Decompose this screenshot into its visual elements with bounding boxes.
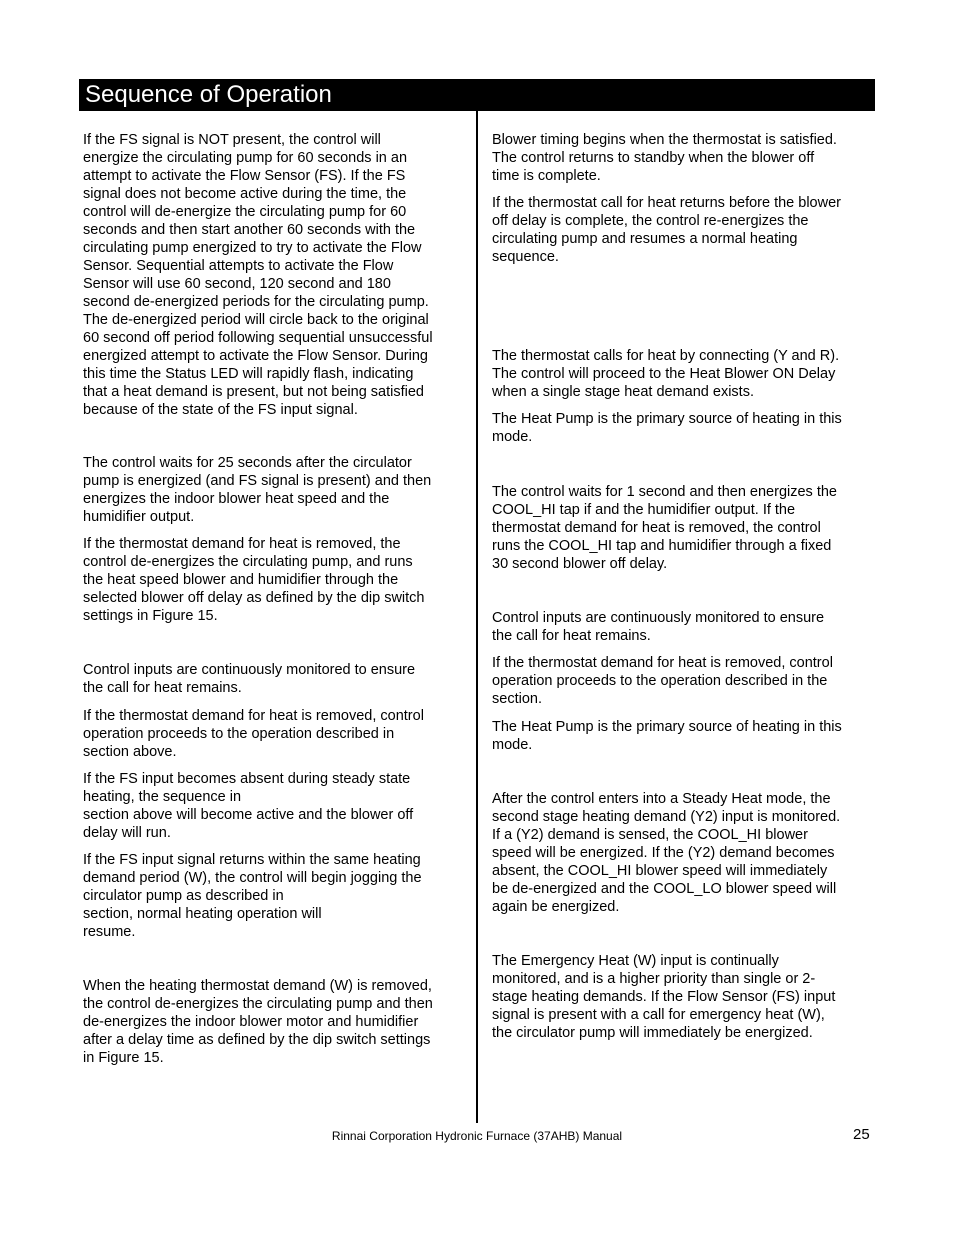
paragraph-demand-removed-above: If the thermostat demand for heat is removed, control operation proceeds to the operation described in section above.	[83, 708, 424, 760]
paragraph-heating-demand-removed: When the heating thermostat demand (W) is removed, the control de-energizes the circulating pump and then de-energizes the indoor blower motor and humidifier after a delay time as defined by the dip switch settings in Figure 15.	[83, 978, 433, 1066]
page-title: Sequence of Operation	[79, 79, 875, 111]
paragraph-heat-pump-primary-2: The Heat Pump is the primary source of heating in this mode.	[492, 719, 842, 753]
paragraph-call-returns: If the thermostat call for heat returns before the blower off delay is complete, the control re-energizes the circulating pump and resumes a normal heating sequence.	[492, 195, 841, 265]
footer-manual-title: Rinnai Corporation Hydronic Furnace (37AHB) Manual	[331, 1129, 623, 1143]
paragraph-blower-on-delay: The control waits for 25 seconds after the circulator pump is energized (and FS signal is present) and then energizes the indoor blower heat speed and the humidifier output.	[83, 455, 432, 525]
paragraph-inputs-monitored-right: Control inputs are continuously monitored to ensure the call for heat remains.	[492, 610, 825, 644]
paragraph-fs-signal-absent: If the FS signal is NOT present, the control will energize the circulating pump for 60 seconds in an attempt to activate the Flow Sensor (FS). If the FS signal does not become active during the time, the control will de-energize the circulating pump for 60 seconds and then start another 60 seconds with the circulating pump energized to try to activate the Flow Sensor. Sequential attempts to activate the Flow Sensor will use 60 second, 120 second and 180 second de-energized periods for the circulating pump. The de-energized period will circle back to the original 60 second off period following sequential unsuccessful energized attempt to activate the Flow Sensor. During this time the Status LED will rapidly flash, indicating that a heat demand is present, but not being satisfied because of the state of the FS input signal.	[83, 132, 433, 418]
paragraph-heat-pump-primary: The Heat Pump is the primary source of heating in this mode.	[492, 411, 842, 445]
paragraph-inputs-monitored: Control inputs are continuously monitored to ensure the call for heat remains.	[83, 662, 416, 696]
paragraph-fs-returns: If the FS input signal returns within the same heating demand period (W), the control will begin jogging the circulator pump as described in section, normal heating operation will resume.	[83, 852, 422, 940]
paragraph-thermostat-calls: The thermostat calls for heat by connecting (Y and R). The control will proceed to the Heat Blower ON Delay when a single stage heat demand exists.	[492, 348, 840, 400]
page-number: 25	[853, 1126, 870, 1143]
paragraph-blower-timing: Blower timing begins when the thermostat is satisfied. The control returns to standby when the blower off time is complete.	[492, 132, 837, 184]
column-divider	[476, 111, 478, 1123]
paragraph-demand-removed: If the thermostat demand for heat is removed, the control de-energizes the circulating pump, and runs the heat speed blower and humidifier through the selected blower off delay as defined by the dip switch settings in Figure 15.	[83, 536, 425, 624]
paragraph-emergency-heat: The Emergency Heat (W) input is continually monitored, and is a higher priority than single or 2- stage heating demands. If the Flow Sensor (FS) input signal is present with a call for emergency heat (W), the circulator pump will immediately be energized.	[492, 953, 836, 1041]
paragraph-demand-removed-right: If the thermostat demand for heat is removed, control operation proceeds to the operation described in the section.	[492, 655, 833, 707]
paragraph-fs-absent-steady: If the FS input becomes absent during steady state heating, the sequence in section above will become active and the blower off delay will run.	[83, 771, 414, 841]
paragraph-steady-heat-y2: After the control enters into a Steady Heat mode, the second stage heating demand (Y2) input is monitored. If a (Y2) demand is sensed, the COOL_HI blower speed will be energized. If the (Y2) demand becomes absent, the COOL_HI blower speed will immediately be de-energized and the COOL_LO blower speed will again be energized.	[492, 791, 841, 915]
paragraph-cool-hi-tap: The control waits for 1 second and then energizes the COOL_HI tap if and the humidifier output. If the thermostat demand for heat is removed, the control runs the COOL_HI tap and humidifier through a fixed 30 second blower off delay.	[492, 484, 837, 572]
